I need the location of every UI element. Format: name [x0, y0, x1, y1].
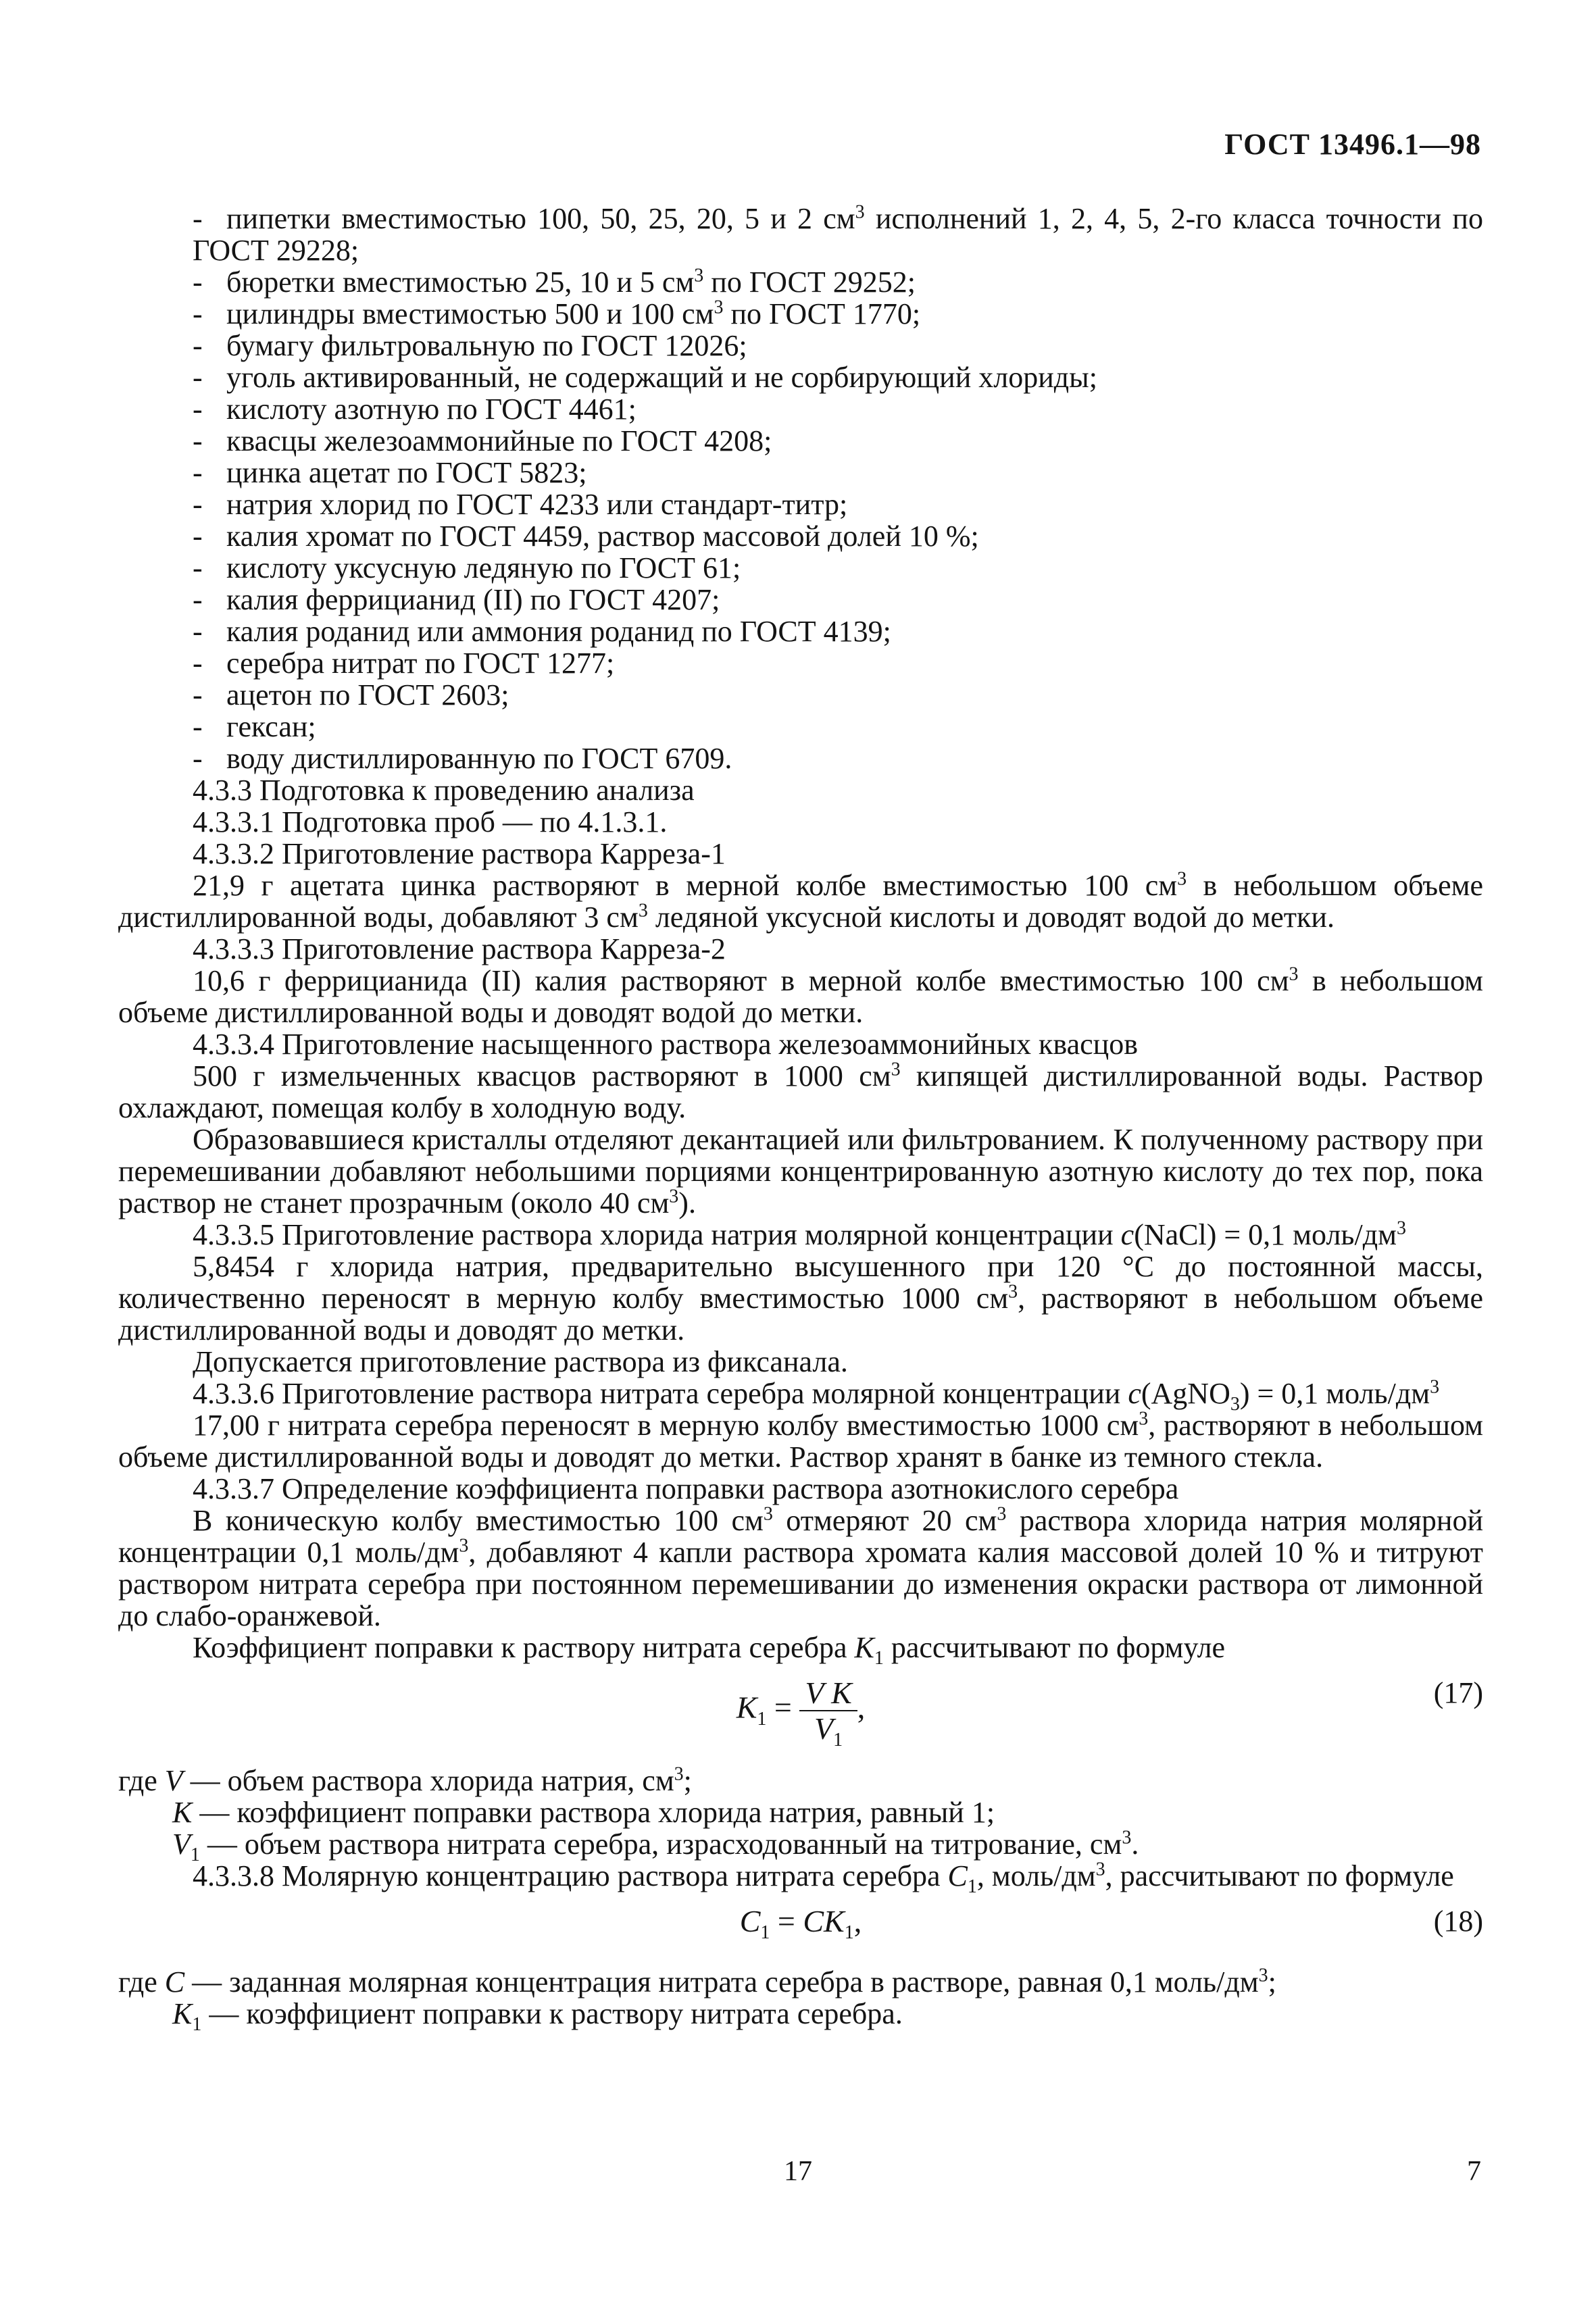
list-item: - ацетон по ГОСТ 2603; — [193, 678, 509, 711]
legend-item: где V — объем раствора хлорида натрия, $см^3$; — [118, 1763, 692, 1797]
formula-18-expression: $C_1 = CK_1$, — [739, 1904, 862, 1944]
list-item: - бюретки вместимостью 25, 10 и 5 $см^3$ по ГОСТ 29252; — [193, 265, 916, 299]
formula-18 — [118, 1892, 1483, 1966]
list-item: - кислоту азотную по ГОСТ 4461; — [193, 393, 637, 426]
section-heading: 4.3.3.3 Приготовление раствора Карреза-2 — [193, 932, 726, 965]
section-heading: 4.3.3.7 Определение коэффициента поправки раствора азотнокислого серебра — [193, 1472, 1179, 1505]
equation-number: (18) — [1433, 1905, 1483, 1938]
list-item: - калия роданид или аммония роданид по ГОСТ 4139; — [193, 615, 891, 648]
list-item: - натрия хлорид по ГОСТ 4233 или стандарт-титр; — [193, 488, 848, 521]
formula-17-expression: $K_1$ = $\frac{\text{V K}}{V_1}$ , — [736, 1676, 866, 1751]
formula-18-legend — [118, 1965, 1483, 2035]
paragraph: Допускается приготовление раствора из фиксанала. — [193, 1345, 848, 1378]
document-body — [118, 201, 1484, 2035]
formula-17 — [118, 1663, 1483, 1765]
section-heading: 4.3.3.2 Приготовление раствора Карреза-1 — [193, 837, 726, 870]
list-item: - цинка ацетат по ГОСТ 5823; — [193, 456, 587, 489]
list-item: - уголь активированный, не содержащий и не сорбирующий хлориды; — [193, 361, 1097, 394]
section-heading: 4.3.3.6 Приготовление раствора нитрата серебра молярной концентрации c(AgNO$_3$) = 0,1 моль/$дм^3$ — [193, 1376, 1440, 1415]
paragraph: 17,00 г нитрата серебра переносят в мерную колбу вместимостью 1000 $см^3$, растворяют в небольшом объеме дистиллированной воды и доводят до метки. Раствор хранят в банке из темного стекла. — [118, 1408, 1483, 1474]
section-heading: 4.3.3.5 Приготовление раствора хлорида натрия молярной концентрации c(NaCl) = 0,1 моль/$дм^3$ — [193, 1217, 1406, 1251]
list-item: - калия хромат по ГОСТ 4459, раствор массовой долей 10 %; — [193, 520, 979, 553]
page-number-center: 17 — [784, 2156, 812, 2187]
list-item: - кислоту уксусную ледяную по ГОСТ 61; — [193, 551, 741, 584]
section-heading: 4.3.3.1 Подготовка проб — по 4.1.3.1. — [193, 805, 668, 838]
page-number-right: 7 — [1467, 2156, 1481, 2187]
paragraph: Образовавшиеся кристаллы отделяют декантацией или фильтрованием. К полученному раствору при перемешивании добавляют небольшими порциями концентрированную азотную кислоту до тех пор, пока раствор не станет прозрачным (около 40 $см^3$). — [118, 1123, 1483, 1219]
list-item: - серебра нитрат по ГОСТ 1277; — [193, 647, 615, 680]
doc-code-header: ГОСТ 13496.1—98 — [1224, 128, 1481, 161]
legend-item: $V_1$ — объем раствора нитрата серебра, израсходованный на титрование, $см^3$. — [172, 1827, 1139, 1865]
paragraph: Коэффициент поправки к раствору нитрата серебра $K_1$ рассчитывают по формуле — [193, 1631, 1226, 1669]
paragraph: 5,8454 г хлорида натрия, предварительно высушенного при 120 °С до постоянной массы, количественно переносят в мерную колбу вместимостью 1000 $см^3$, растворяют в небольшом объеме дистиллированной воды и доводят до метки. — [118, 1250, 1483, 1347]
list-item: - бумагу фильтровальную по ГОСТ 12026; — [193, 329, 747, 362]
reagent-list — [118, 203, 1483, 774]
section-heading: 4.3.3.4 Приготовление насыщенного раствора железоаммонийных квасцов — [193, 1028, 1138, 1061]
section-heading: 4.3.3 Подготовка к проведению анализа — [193, 774, 695, 807]
fraction: $\frac{\text{V K}}{V_1}$ — [799, 1677, 857, 1744]
formula-17-legend — [118, 1763, 1483, 1865]
list-item: - пипетки вместимостью 100, 50, 25, 20, 5 и 2 $см^3$ исполнений 1, 2, 4, 5, 2-го класса точности по ГОСТ 29228; — [193, 201, 1483, 267]
paragraph: 21,9 г ацетата цинка растворяют в мерной колбе вместимостью 100 $см^3$ в небольшом объеме дистиллированной воды, добавляют 3 $см^3$ ледяной уксусной кислоты и доводят водой до метки. — [118, 868, 1484, 934]
list-item: - квасцы железоаммонийные по ГОСТ 4208; — [193, 424, 772, 457]
paragraph: В коническую колбу вместимостью 100 $см^3$ отмеряют 20 $см^3$ раствора хлорида натрия молярной концентрации 0,1 моль/$дм^3$, добавляют 4 капли раствора хромата калия массовой долей 10 % и титруют раствором нитрата серебра при постоянном перемешивании до изменения окраски раствора от лимонной до слабо-оранжевой. — [118, 1503, 1483, 1632]
list-item: - гексан; — [193, 710, 316, 743]
legend-item: $K_1$ — коэффициент поправки к раствору нитрата серебра. — [172, 1997, 903, 2035]
list-item: - воду дистиллированную по ГОСТ 6709. — [193, 742, 732, 775]
list-item: - цилиндры вместимостью 500 и 100 $см^3$ по ГОСТ 1770; — [193, 297, 921, 330]
equation-number: (17) — [1433, 1676, 1483, 1709]
list-item: - калия феррицианид (II) по ГОСТ 4207; — [193, 583, 720, 616]
paragraph: 500 г измельченных квасцов растворяют в 1000 $см^3$ кипящей дистиллированной воды. Раствор охлаждают, помещая колбу в холодную воду. — [118, 1059, 1483, 1124]
legend-item: K — коэффициент поправки раствора хлорида натрия, равный 1; — [172, 1796, 995, 1829]
legend-item: где C — заданная молярная концентрация нитрата серебра в растворе, равная 0,1 моль/$дм^3$; — [118, 1965, 1276, 1998]
section-heading: 4.3.3.8 Молярную концентрацию раствора нитрата серебра $C_1$, моль/$дм^3$, рассчитывают по формуле — [193, 1859, 1454, 1897]
paragraph: 10,6 г феррицианида (II) калия растворяют в мерной колбе вместимостью 100 $см^3$ в небольшом объеме дистиллированной воды и доводят водой до метки. — [118, 963, 1483, 1029]
